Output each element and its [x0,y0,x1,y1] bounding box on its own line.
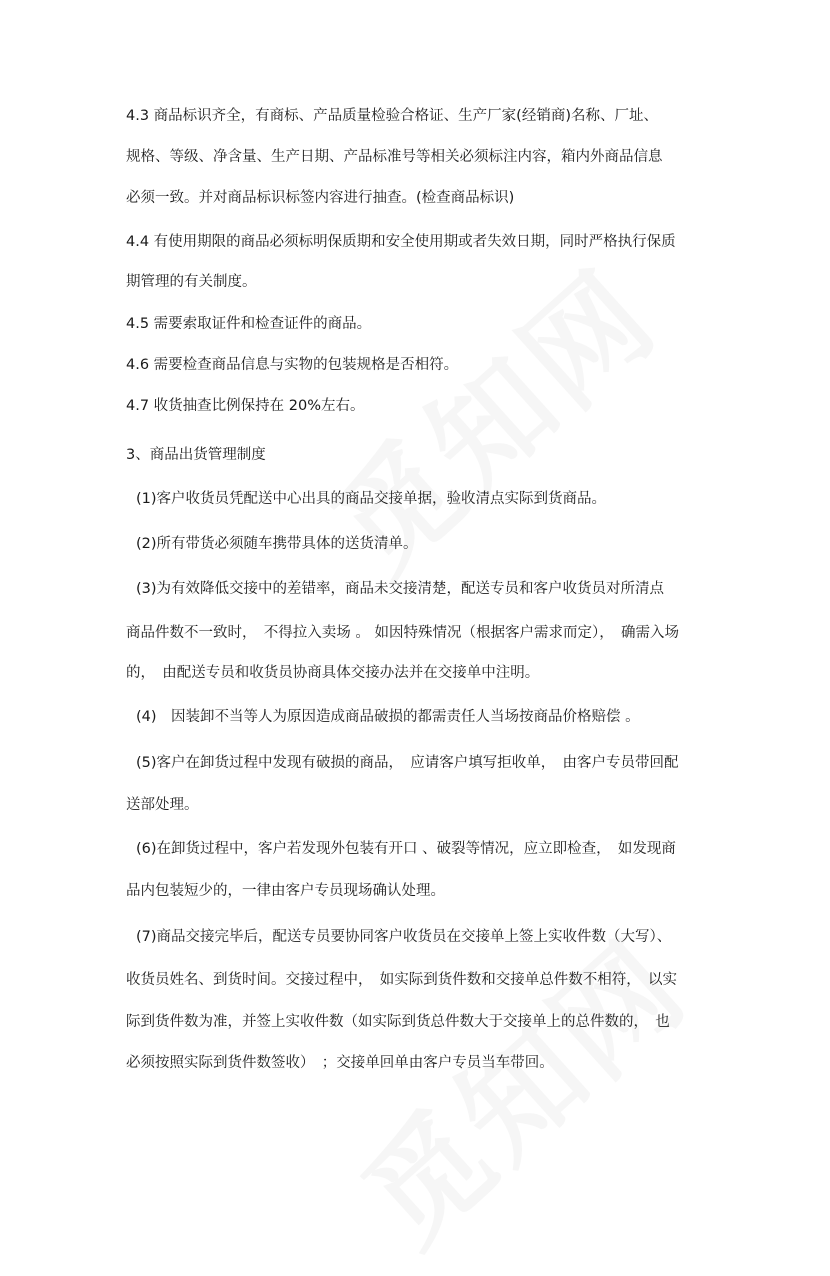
paragraph-line: 送部处理。 [126,797,199,813]
paragraph-line: 4.4 有使用期限的商品必须标明保质期和安全使用期或者失效日期，同时严格执行保质 [126,234,676,250]
paragraph-line: 规格、等级、净含量、生产日期、产品标准号等相关必须标注内容，箱内外商品信息 [126,149,663,165]
paragraph-line: 必须按照实际到货件数签收） ；交接单回单由客户专员当车带回。 [126,1055,554,1071]
paragraph-line: (1)客户收货员凭配送中心出具的商品交接单据，验收清点实际到货商品。 [136,491,607,507]
paragraph-line: 际到货件数为准，并签上实收件数（如实际到货总件数大于交接单上的总件数的， 也 [126,1014,670,1030]
paragraph-line: (5)客户在卸货过程中发现有破损的商品， 应请客户填写拒收单， 由客户专员带回配 [136,755,679,771]
section-heading: 3、商品出货管理制度 [126,447,266,463]
paragraph-line: 4.3 商品标识齐全，有商标、产品质量检验合格证、生产厂家(经销商)名称、厂址、 [126,108,658,124]
watermark [321,896,717,1276]
paragraph-line: (4) 因装卸不当等人为原因造成商品破损的都需责任人当场按商品价格赔偿 。 [136,709,640,725]
paragraph-line: 期管理的有关制度。 [126,274,257,290]
paragraph-line: 的， 由配送专员和收货员协商具体交接办法并在交接单中注明。 [126,665,540,681]
paragraph-line: 4.6 需要检查商品信息与实物的包装规格是否相符。 [126,357,459,373]
paragraph-line: 4.7 收货抽查比例保持在 20%左右。 [126,398,365,414]
paragraph-line: (3)为有效降低交接中的差错率，商品未交接清楚，配送专员和客户收货员对所清点 [136,581,665,597]
paragraph-line: (2)所有带货必须随车携带具体的送货清单。 [136,536,418,552]
paragraph-line: 品内包装短少的，一律由客户专员现场确认处理。 [126,883,445,899]
paragraph-line: (7)商品交接完毕后，配送专员要协同客户收货员在交接单上签上实收件数（大写）、 [136,929,672,945]
paragraph-line: 4.5 需要索取证件和检查证件的商品。 [126,316,372,332]
paragraph-line: 商品件数不一致时， 不得拉入卖场 。 如因特殊情况（根据客户需求而定）， 确需入场 [126,625,679,641]
paragraph-line: 收货员姓名、到货时间。交接过程中， 如实际到货件数和交接单总件数不相符， 以实 [126,972,677,988]
paragraph-line: (6)在卸货过程中，客户若发现外包装有开口 、破裂等情况，应立即检查， 如发现商 [136,841,676,857]
paragraph-line: 必须一致。并对商品标识标签内容进行抽查。(检查商品标识) [126,190,515,206]
